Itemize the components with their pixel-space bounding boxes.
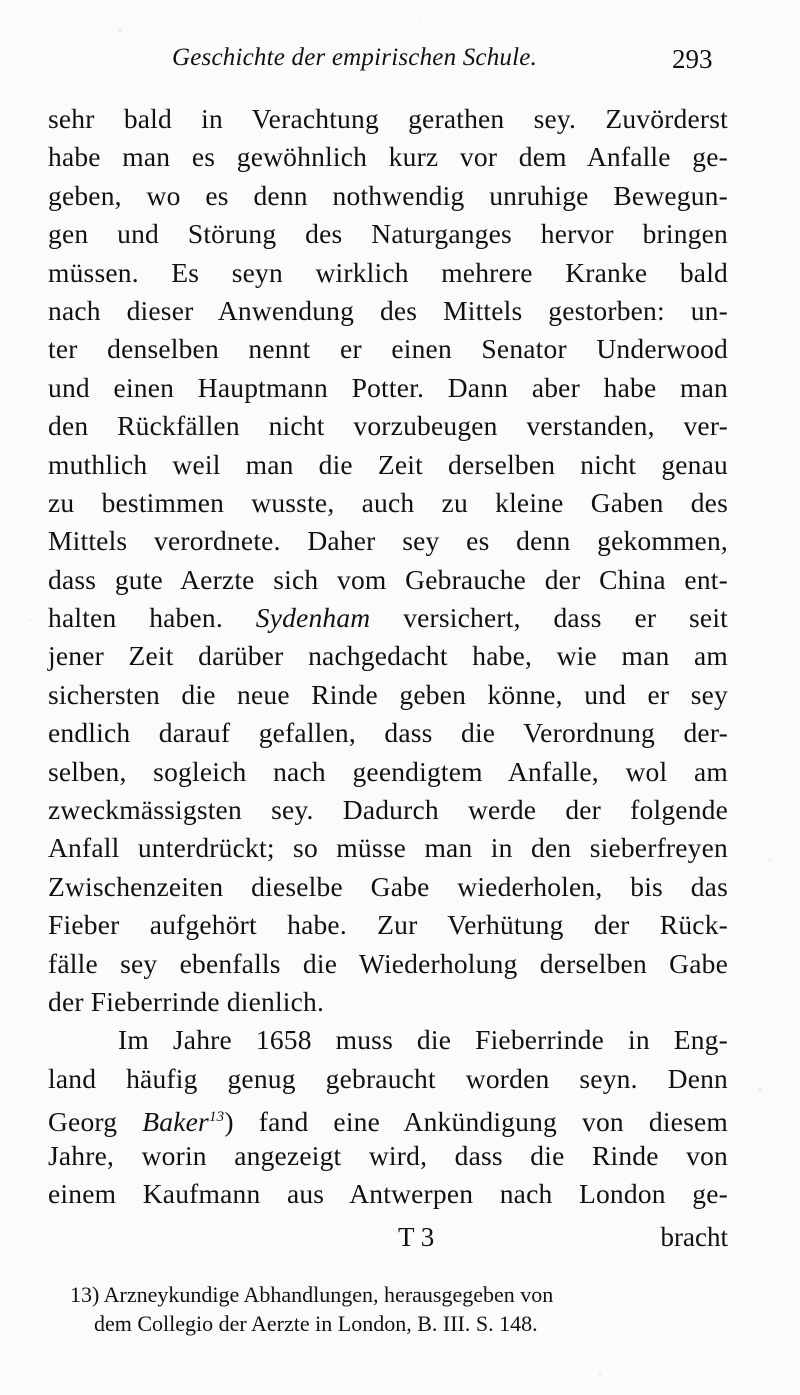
text-line: Zwischenzeiten dieselbe Gabe wiederholen, bis das (48, 870, 728, 902)
paragraph-start-line: Im Jahre 1658 muss die Fieberrinde in Eng- (118, 1024, 728, 1056)
text-line: Mittels verordnete. Daher sey es denn gekommen, (48, 525, 728, 557)
footnote (70, 1280, 720, 1338)
text-line: dass gute Aerzte sich vom Gebrauche der China ent- (48, 563, 728, 595)
text-line: nach dieser Anwendung des Mittels gestorben: un- (48, 294, 728, 326)
text-line: muthlich weil man die Zeit derselben nicht genau (48, 448, 728, 480)
text-line: fälle sey ebenfalls die Wiederholung derselben Gabe (48, 947, 728, 979)
text-line: selben, sogleich nach geendigtem Anfalle, wol am (48, 755, 728, 787)
text-line: Anfall unterdrückt; so müsse man in den sieberfreyen (48, 832, 728, 864)
catchword: bracht (660, 1222, 728, 1252)
text-line: Fieber aufgehört habe. Zur Verhütung der Rück- (48, 909, 728, 941)
text-line: und einen Hauptmann Potter. Dann aber habe man (48, 371, 728, 403)
text-line: endlich darauf gefallen, dass die Verordnung der- (48, 717, 728, 749)
text-line: habe man es gewöhnlich kurz vor dem Anfalle ge- (48, 141, 728, 173)
person-name-sydenham: Sydenham (255, 602, 371, 634)
text-line: der Fieberrinde dienlich. (48, 985, 325, 1017)
text-segment: halten haben. (48, 602, 223, 634)
text-line: ter denselben nennt er einen Senator Underwood (48, 333, 728, 365)
text-line: Jahre, worin angezeigt wird, dass die Rinde von (48, 1139, 728, 1171)
text-segment: versichert, dass er seit (403, 602, 728, 634)
text-line: jener Zeit darüber nachgedacht habe, wie man am (48, 640, 728, 672)
text-line: land häufig genug gebraucht worden seyn. Denn (48, 1062, 728, 1094)
signature-row (48, 1222, 728, 1260)
text-line: gen und Störung des Naturganges hervor bringen (48, 218, 728, 250)
footnote-line: 13) Arzneykundige Abhandlungen, herausgegeben von (70, 1282, 554, 1307)
footnote-line: dem Collegio der Aerzte in London, B. III. S. 148. (94, 1311, 538, 1336)
text-segment: ) fand eine Ankündigung von diesem (224, 1106, 728, 1138)
page-header (0, 44, 800, 84)
signature-mark: T 3 (398, 1222, 435, 1252)
text-line: einem Kaufmann aus Antwerpen nach London ge- (48, 1177, 728, 1209)
text-segment: Georg (48, 1106, 118, 1138)
text-line: müssen. Es seyn wirklich mehrere Kranke bald (48, 256, 728, 288)
text-line-sydenham (48, 599, 728, 637)
page-number: 293 (672, 44, 713, 74)
body-text (48, 100, 728, 1213)
text-line: zweckmässigsten sey. Dadurch werde der folgende (48, 794, 728, 826)
text-line-baker (48, 1098, 728, 1136)
text-line: geben, wo es denn nothwendig unruhige Bewegun- (48, 179, 728, 211)
text-line: zu bestimmen wusste, auch zu kleine Gaben des (48, 486, 728, 518)
footnote-reference: 13 (208, 1109, 225, 1126)
text-line: sichersten die neue Rinde geben könne, und er sey (48, 678, 728, 710)
text-line: sehr bald in Verachtung gerathen sey. Zuvörderst (48, 103, 728, 134)
person-name-baker: Baker (142, 1106, 209, 1138)
running-title: Geschichte der empirischen Schule. (172, 44, 538, 71)
text-line: den Rückfällen nicht vorzubeugen verstanden, ver- (48, 410, 728, 442)
